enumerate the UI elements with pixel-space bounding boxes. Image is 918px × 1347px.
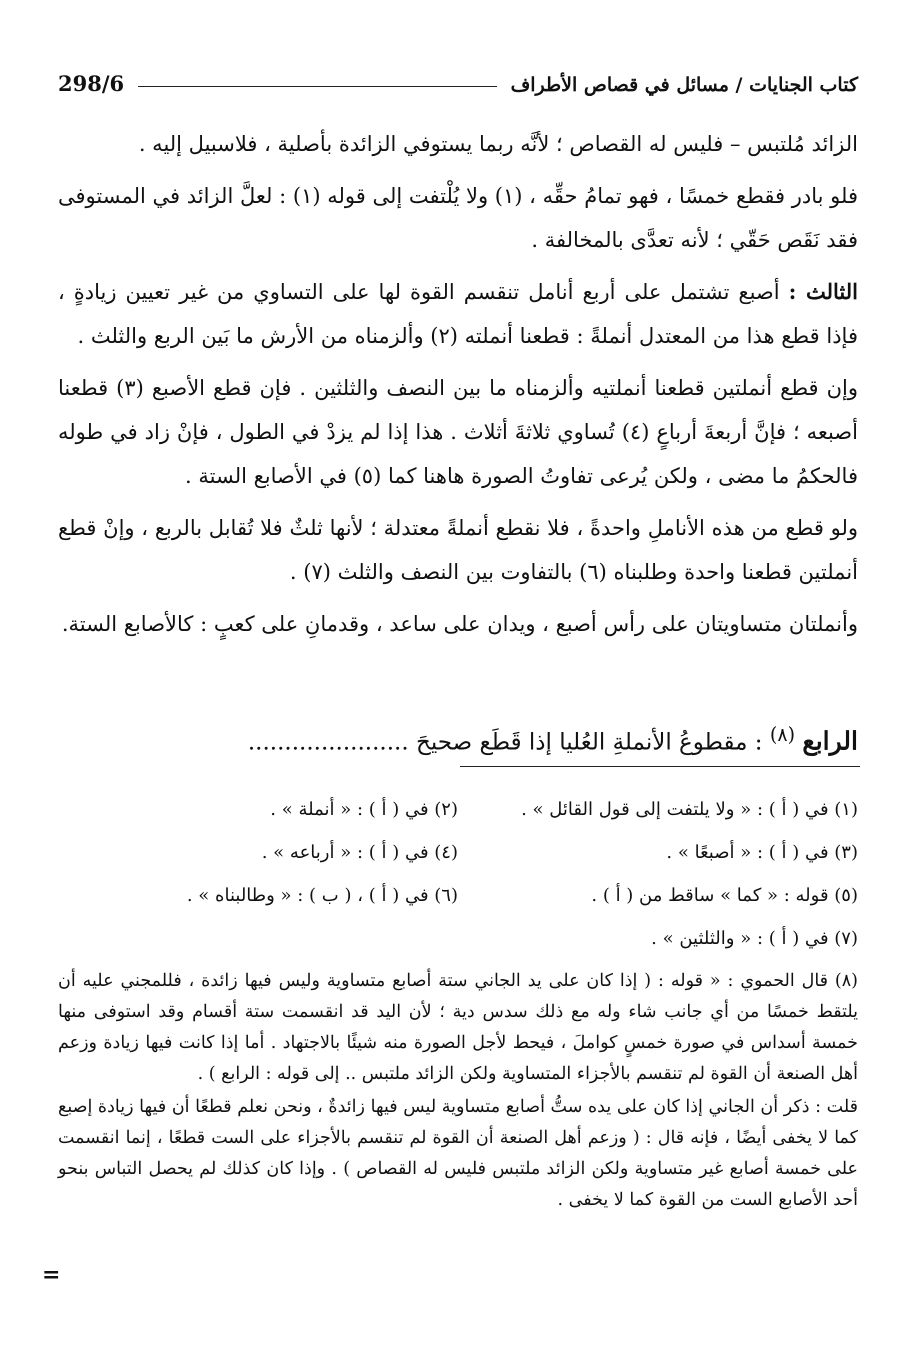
note-paragraph: (٨) قال الحموي : « قوله : ( إذا كان على يد الجاني ستة أصابع متساوية وليس فيها زائدة ، فللمجني عليه أن يلتقط خمسًا من أي جانب شاء وله مع ذلك سدس دية ؛ لأن اليد قد انقسمت ستة أقسام وقد استوفى منها خمسة أسداس في صورة خمسٍ كواملَ ، فيحط لأجل الصورة منه شيئًا بالاجتهاد . أما إذا كانت فيها زيادة وزعم أهل الصنعة أن القوة لم تنقسم بالأجزاء المتساوية ولكن الزائد ملتبس .. إلى قوله : الرابع ) .: [58, 971, 858, 1084]
header-title: كتاب الجنايات / مسائل في قصاص الأطراف: [510, 74, 858, 96]
section-lead-fourth: الرابع: [802, 726, 858, 756]
section-lead-third: الثالث :: [788, 279, 858, 304]
paragraph: [58, 270, 858, 358]
paragraph: ولو قطع من هذه الأناملِ واحدةً ، فلا نقطع أنملةً معتدلة ؛ لأنها ثلثٌ فلا تُقابل بالربع ، وإنْ قطع أنملتين قطعنا واحدة وطلبناه (٦) بالتفاوت بين النصف والثلث (٧) .: [58, 516, 858, 584]
page-number: 298/6: [58, 71, 125, 96]
section-heading-fourth: [58, 715, 858, 763]
header-rule: [138, 86, 496, 87]
footnote: (٧) في ( أ ) : « والثلثين » .: [651, 928, 858, 949]
main-text: [58, 122, 858, 646]
footnote-separator: [460, 766, 860, 767]
paragraph: وإن قطع أنملتين قطعنا أنملتيه وألزمناه ما بين النصف والثلثين . فإن قطع الأصبع (٣) قطعنا أصبعه ؛ فإنَّ أربعةَ أرباعٍ (٤) تُساوي ثلاثةَ أثلاث . هذا إذا لم يزدْ في الطول ، فإنْ زاد في طوله فالحكمُ ما مضى ، ولكن يُرعى تفاوتُ الصورة هاهنا كما (٥) في الأصابع الستة .: [58, 376, 859, 488]
footnote-ref: (٨): [769, 723, 796, 746]
running-header: [58, 58, 858, 96]
paragraph: فلو بادر فقطع خمسًا ، فهو تمامُ حقِّه ، (١) ولا يُلْتفت إلى قوله (١) : لعلَّ الزائد في المستوفى فقد نَقَص حَقّي ؛ لأنه تعدَّى بالمخالفة .: [58, 184, 858, 252]
paragraph: وأنملتان متساويتان على رأس أصبع ، ويدان على ساعد ، وقدمانِ على كعبٍ : كالأصابع الستة.: [61, 612, 858, 636]
margin-mark: =: [42, 1262, 61, 1288]
footnotes: [58, 788, 858, 960]
footnote: (٢) في ( أ ) : « أنملة » .: [270, 799, 458, 820]
footnote-row: [58, 831, 858, 874]
paragraph: الزائد مُلتبس – فليس له القصاص ؛ لأنَّه ربما يستوفي الزائدة بأصلية ، فلاسبيل إليه .: [138, 132, 858, 156]
section-heading-text: : مقطوعُ الأنملةِ العُليا إذا قَطَع صحيحَ ......................: [247, 729, 763, 756]
footnote-row: [58, 874, 858, 917]
note-paragraph: قلت : ذكر أن الجاني إذا كان على يده ستُّ أصابع متساوية ليس فيها زائدةٌ ، ونحن نعلم قطعًا أن فيها زيادة إصبع كما لا يخفى أيضًا ، فإنه قال : ( وزعم أهل الصنعة أن القوة لم تنقسم بالأجزاء على الست قطعًا ، إنما انقسمت على خمسة أصابع غير متساوية ولكن الزائد ملتبس فليس له القصاص ) . وإذا كان كذلك لم يحصل التباس بنحو أحد الأصابع الست من القوة كما لا يخفى .: [58, 1097, 858, 1210]
footnote-row: [58, 788, 858, 831]
footnote-row: [58, 917, 858, 960]
footnote: (٦) في ( أ ) ، ( ب ) : « وطالبناه » .: [186, 885, 458, 906]
footnote: (١) في ( أ ) : « ولا يلتفت إلى قول القائل » .: [521, 799, 858, 820]
footnote: (٤) في ( أ ) : « أرباعه » .: [261, 842, 458, 863]
paragraph-text: أصبع تشتمل على أربع أنامل تنقسم القوة لها على التساوي من غير تعيين زيادةٍ ، فإذا قطع هذا من المعتدل أنملةً : قطعنا أنملته (٢) وألزمناه من الأرش ما بَين الربع والثلث .: [58, 280, 858, 348]
footnote: (٥) قوله : « كما » ساقط من ( أ ) .: [591, 885, 858, 906]
editor-notes: [58, 966, 858, 1216]
footnote: (٣) في ( أ ) : « أصبعًا » .: [666, 842, 858, 863]
